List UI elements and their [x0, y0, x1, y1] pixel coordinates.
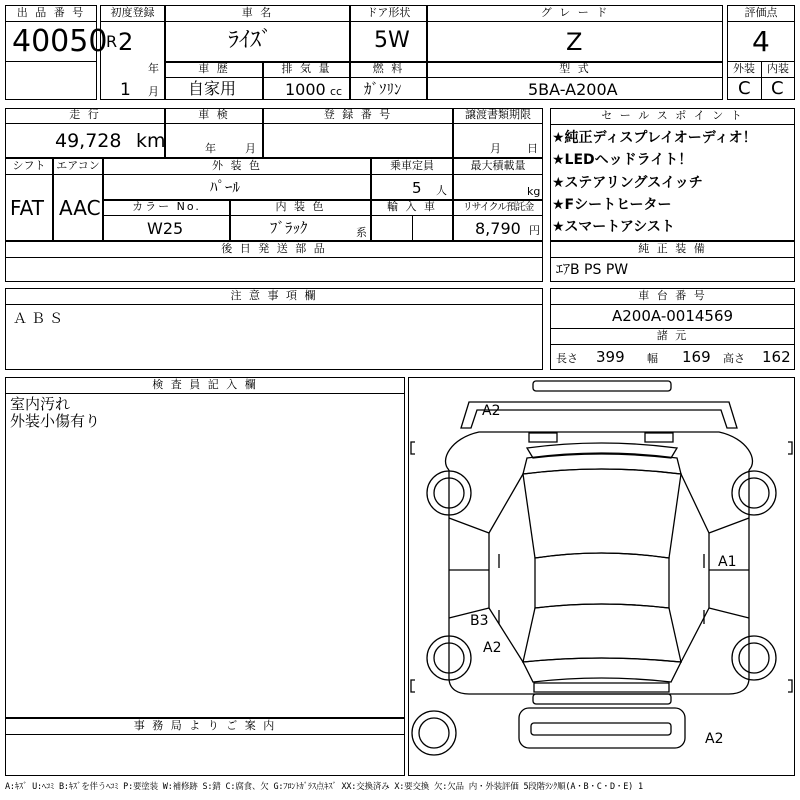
score: 4 — [752, 25, 770, 58]
displacement-unit: cc — [330, 85, 343, 98]
length-label: 長さ — [556, 352, 578, 365]
recycle-label: リサイクル預託金 — [462, 202, 534, 213]
max-load-unit: kg — [527, 185, 541, 198]
damage-mark: B3 — [470, 613, 489, 629]
int-color-label: 内 装 色 — [275, 200, 326, 213]
chassis-label: 車 台 番 号 — [638, 289, 707, 302]
month: 1 — [120, 80, 131, 100]
door: 5W — [374, 28, 410, 53]
notes: ＡＢＳ — [13, 311, 67, 327]
displacement: 1000 — [285, 80, 326, 99]
length: 399 — [596, 348, 625, 366]
width-label: 幅 — [647, 352, 658, 365]
recycle: 8,790 — [475, 219, 521, 238]
equipment: ｴｱB PS PW — [556, 262, 629, 278]
int-color: ﾌﾞﾗｯｸ — [270, 219, 308, 237]
fuel: ｶﾞｿﾘﾝ — [364, 80, 402, 98]
capacity-label: 乗車定員 — [390, 159, 434, 172]
aircon-label: エアコン — [56, 159, 100, 172]
transfer-label: 譲渡書類期限 — [465, 108, 531, 121]
width: 169 — [682, 348, 711, 366]
interior-grade: C — [771, 78, 784, 99]
mileage: 49,728 — [55, 130, 122, 152]
reg-no-label: 登 録 番 号 — [323, 108, 393, 121]
grade: Z — [566, 28, 583, 56]
sales-point-4: ★Fシートヒーター — [552, 197, 672, 213]
era: R — [106, 32, 118, 51]
notes-label: 注 意 事 項 欄 — [230, 289, 318, 302]
grade-label: グ レ ー ド — [540, 6, 610, 19]
exterior-label: 外装 — [733, 62, 755, 75]
door-label: ドア形状 — [366, 6, 411, 19]
color-no-label: カラー No. — [132, 200, 201, 213]
lot-number-label: 出 品 番 号 — [16, 6, 86, 19]
sales-point-5: ★スマートアシスト — [552, 219, 675, 235]
height-label: 高さ — [723, 352, 745, 365]
score-label: 評価点 — [744, 6, 778, 19]
car-name-label: 車 名 — [241, 6, 274, 19]
inspector-note-1: 室内汚れ — [10, 395, 71, 413]
history-label: 車 歴 — [198, 62, 230, 75]
first-reg-label: 初度登録 — [110, 6, 155, 19]
year-unit: 年 — [148, 62, 159, 75]
capacity-unit: 人 — [436, 184, 447, 197]
fuel-label: 燃 料 — [372, 62, 405, 75]
model-code-label: 型 式 — [559, 62, 591, 75]
car-diagram-box — [408, 377, 795, 776]
inspector-note-2: 外装小傷有り — [10, 412, 101, 430]
inspection-year-unit: 年 — [205, 142, 216, 155]
month-unit: 月 — [148, 85, 159, 98]
inspection-month-unit: 月 — [245, 142, 256, 155]
damage-mark: A1 — [718, 554, 737, 570]
sales-points-label: セ ー ル ス ポ イ ン ト — [601, 109, 744, 122]
max-load-label: 最大積載量 — [470, 159, 526, 172]
transfer-month-unit: 月 — [490, 142, 501, 155]
model-code: 5BA-A200A — [528, 80, 618, 99]
car-name: ﾗｲｽﾞ — [228, 28, 273, 53]
shift: FAT — [10, 196, 45, 220]
sales-point-2: ★LEDヘッドライト！ — [552, 152, 693, 168]
ext-color-label: 外 装 色 — [212, 159, 262, 172]
height: 162 — [762, 348, 791, 366]
history: 自家用 — [188, 79, 237, 98]
ext-color: ﾊﾟｰﾙ — [210, 178, 241, 196]
shift-label: シフト — [12, 159, 46, 172]
spec-label: 諸 元 — [656, 329, 689, 342]
damage-mark: A2 — [482, 403, 501, 419]
aircon: AAC — [59, 196, 101, 220]
transfer-day-unit: 日 — [527, 142, 538, 155]
exterior-grade: C — [738, 78, 751, 99]
displacement-label: 排 気 量 — [281, 62, 332, 75]
damage-mark: A2 — [705, 731, 724, 747]
mileage-unit: km — [136, 130, 166, 152]
chassis-number: A200A-0014569 — [612, 307, 734, 325]
office-label: 事 務 局 よ り ご 案 内 — [133, 719, 277, 732]
inspector-label: 検 査 員 記 入 欄 — [152, 378, 258, 391]
equipment-label: 純 正 装 備 — [638, 242, 707, 255]
import-label: 輸 入 車 — [387, 200, 437, 213]
interior-label: 内装 — [767, 62, 789, 75]
color-no: W25 — [147, 219, 184, 238]
sales-point-1: ★純正ディスプレイオーディオ！ — [552, 130, 757, 146]
later-parts-label: 後 日 発 送 部 品 — [221, 242, 327, 255]
car-diagram — [409, 378, 794, 775]
lot-number: 40050 — [12, 24, 108, 59]
inspection-label: 車 検 — [198, 108, 230, 121]
sales-point-3: ★ステアリングスイッチ — [552, 175, 703, 191]
capacity: 5 — [412, 179, 422, 197]
recycle-unit: 円 — [529, 224, 540, 237]
int-color-unit: 系 — [356, 226, 367, 239]
footer-legend: A:ｷｽﾞ U:ﾍｺﾐ B:ｷｽﾞを伴うﾍｺﾐ P:要塗装 W:補修跡 S:錆 C:腐食、欠 G:ﾌﾛﾝﾄｶﾞﾗｽ点ｷｽﾞ XX:交換済み X:要交換 欠:欠品 内・外装評価 5段階ﾗﾝｸ順(A・B・C・D・E) 1 — [5, 782, 643, 792]
mileage-label: 走 行 — [69, 108, 101, 121]
year: 2 — [118, 28, 134, 56]
damage-mark: A2 — [483, 640, 502, 656]
